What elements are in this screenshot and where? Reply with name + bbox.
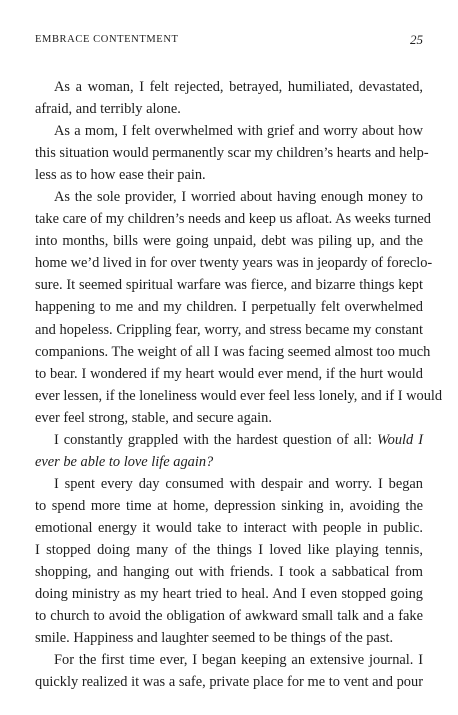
text-line: into months, bills were going unpaid, debt was piling up, and the	[35, 233, 423, 250]
body-text	[35, 76, 443, 693]
text-line: I spent every day consumed with despair and worry. I began	[54, 475, 423, 492]
text-line: to bear. I wondered if my heart would ever mend, if the hurt would	[35, 365, 423, 382]
text-line: take care of my children’s needs and keep us afloat. As weeks turned	[35, 211, 432, 228]
text-line: less as to how ease their pain.	[35, 167, 206, 184]
text-italic: Would I	[376, 431, 423, 448]
text-line: ever lessen, if the loneliness would ever feel less lonely, and if I would	[35, 387, 443, 404]
text-line: doing ministry as my heart tried to heal. And I even stopped going	[35, 586, 423, 603]
page-number: 25	[410, 32, 423, 47]
text-line: As a woman, I felt rejected, betrayed, humiliated, devastated,	[54, 79, 423, 95]
paragraph-3	[35, 186, 443, 429]
text-line	[35, 429, 423, 451]
paragraph-6	[35, 649, 423, 693]
text-line: ever feel strong, stable, and secure again.	[35, 409, 272, 426]
text-line: this situation would permanently scar my children’s hearts and help-	[35, 145, 429, 162]
text-line: happening to me and my children. I perpetually felt overwhelmed	[35, 299, 423, 316]
text-line: emotional energy it would take to interact with people in public.	[35, 519, 423, 536]
paragraph-5	[35, 473, 423, 649]
paragraph-1	[35, 76, 423, 120]
text-line: to church to avoid the obligation of awkward small talk and a fake	[35, 608, 423, 625]
text-line: quickly realized it was a safe, private place for me to vent and pour	[35, 674, 423, 691]
running-title: EMBRACE CONTENTMENT	[35, 34, 179, 45]
text-line: As a mom, I felt overwhelmed with grief and worry about how	[54, 123, 423, 140]
text-line: As the sole provider, I worried about having enough money to	[54, 189, 423, 206]
paragraph-2	[35, 120, 429, 186]
text-line: companions. The weight of all I was facing seemed almost too much	[35, 343, 431, 360]
text-line: and hopeless. Crippling fear, worry, and stress became my constant	[35, 321, 423, 338]
text-line: home we’d lived in for over twenty years was in jeopardy of foreclo-	[35, 255, 433, 272]
paragraph-4	[35, 429, 423, 473]
text-line	[35, 451, 423, 473]
text-line: to spend more time at home, depression sinking in, avoiding the	[35, 497, 423, 514]
text-line: I stopped doing many of the things I loved like playing tennis,	[35, 541, 423, 558]
running-header	[35, 34, 423, 50]
text-line: afraid, and terribly alone.	[35, 101, 181, 118]
text-line: shopping, and hanging out with friends. I took a sabbatical from	[35, 564, 423, 581]
text-line: sure. It seemed spiritual warfare was fierce, and bizarre things kept	[35, 277, 423, 294]
text-line: smile. Happiness and laughter seemed to be things of the past.	[35, 630, 394, 647]
text-italic: ever be able to love life again?	[35, 453, 214, 470]
text-plain: I constantly grappled with the hardest question of all:	[54, 431, 377, 448]
text-line: For the first time ever, I began keeping an extensive journal. I	[54, 652, 423, 669]
